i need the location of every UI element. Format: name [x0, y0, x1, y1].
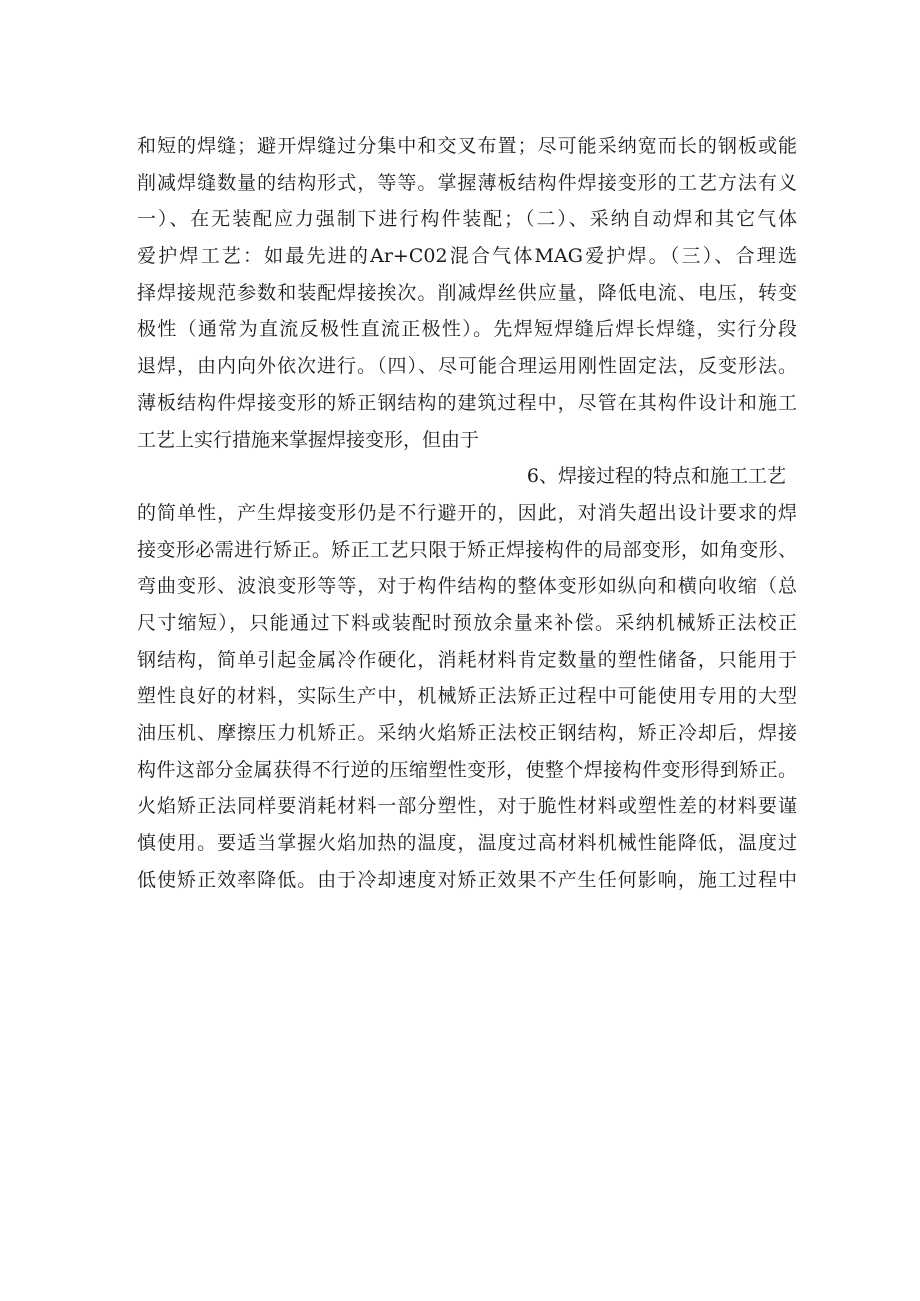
text-line: 退焊，由内向外依次进行。（四）、尽可能合理运用刚性固定法，反变形法。	[137, 355, 797, 378]
text-line: 钢结构，简单引起金属冷作硬化，消耗材料肯定数量的塑性储备，只能用于	[137, 648, 797, 671]
text-line: 油压机、摩擦压力机矫正。采纳火焰矫正法校正钢结构，矫正冷却后，焊接	[137, 722, 797, 744]
text-line: 弯曲变形、波浪变形等等，对于构件结构的整体变形如纵向和横向收缩（总	[137, 575, 797, 598]
text-line: 塑性良好的材料，实际生产中，机械矫正法矫正过程中可能使用专用的大型	[137, 685, 797, 708]
text-line: 和短的焊缝；避开焊缝过分集中和交叉布置；尽可能采纳宽而长的钢板或能	[137, 135, 797, 157]
text-line: 削减焊缝数量的结构形式，等等。掌握薄板结构件焊接变形的工艺方法有义	[137, 171, 797, 194]
text-line: 的简单性，产生焊接变形仍是不行避开的，因此，对消失超出设计要求的焊	[137, 501, 797, 524]
text-line: 工艺上实行措施来掌握焊接变形，但由于	[137, 428, 480, 451]
text-line: 尺寸缩短），只能通过下料或装配时预放余量来补偿。采纳机械矫正法校正	[137, 611, 797, 634]
text-line: 极性（通常为直流反极性直流正极性）。先焊短焊缝后焊长焊缝，实行分段	[137, 318, 797, 341]
text-line: 择焊接规范参数和装配焊接挨次。削减焊丝供应量，降低电流、电压，转变	[137, 281, 797, 304]
text-line: 慎使用。要适当掌握火焰加热的温度，温度过高材料机械性能降低，温度过	[137, 832, 797, 855]
text-line: 接变形必需进行矫正。矫正工艺只限于矫正焊接构件的局部变形，如角变形、	[137, 538, 797, 561]
body-text	[137, 128, 797, 898]
text-line: 构件这部分金属获得不行逆的压缩塑性变形，使整个焊接构件变形得到矫正。	[137, 758, 797, 781]
section-heading: 6、焊接过程的特点和施工工艺	[526, 465, 786, 488]
text-line: 薄板结构件焊接变形的矫正钢结构的建筑过程中，尽管在其构件设计和施工	[137, 391, 797, 414]
text-line: 火焰矫正法同样要消耗材料一部分塑性，对于脆性材料或塑性差的材料要谨	[137, 795, 797, 818]
text-line: 低使矫正效率降低。由于冷却速度对矫正效果不产生任何影响，施工过程中	[137, 868, 797, 891]
text-line: 一）、在无装配应力强制下进行构件装配；（二）、采纳自动焊和其它气体	[137, 208, 797, 231]
text-line: 爱护焊工艺：如最先进的Ar+C02混合气体MAG爱护焊。（三）、合理选	[137, 245, 797, 268]
